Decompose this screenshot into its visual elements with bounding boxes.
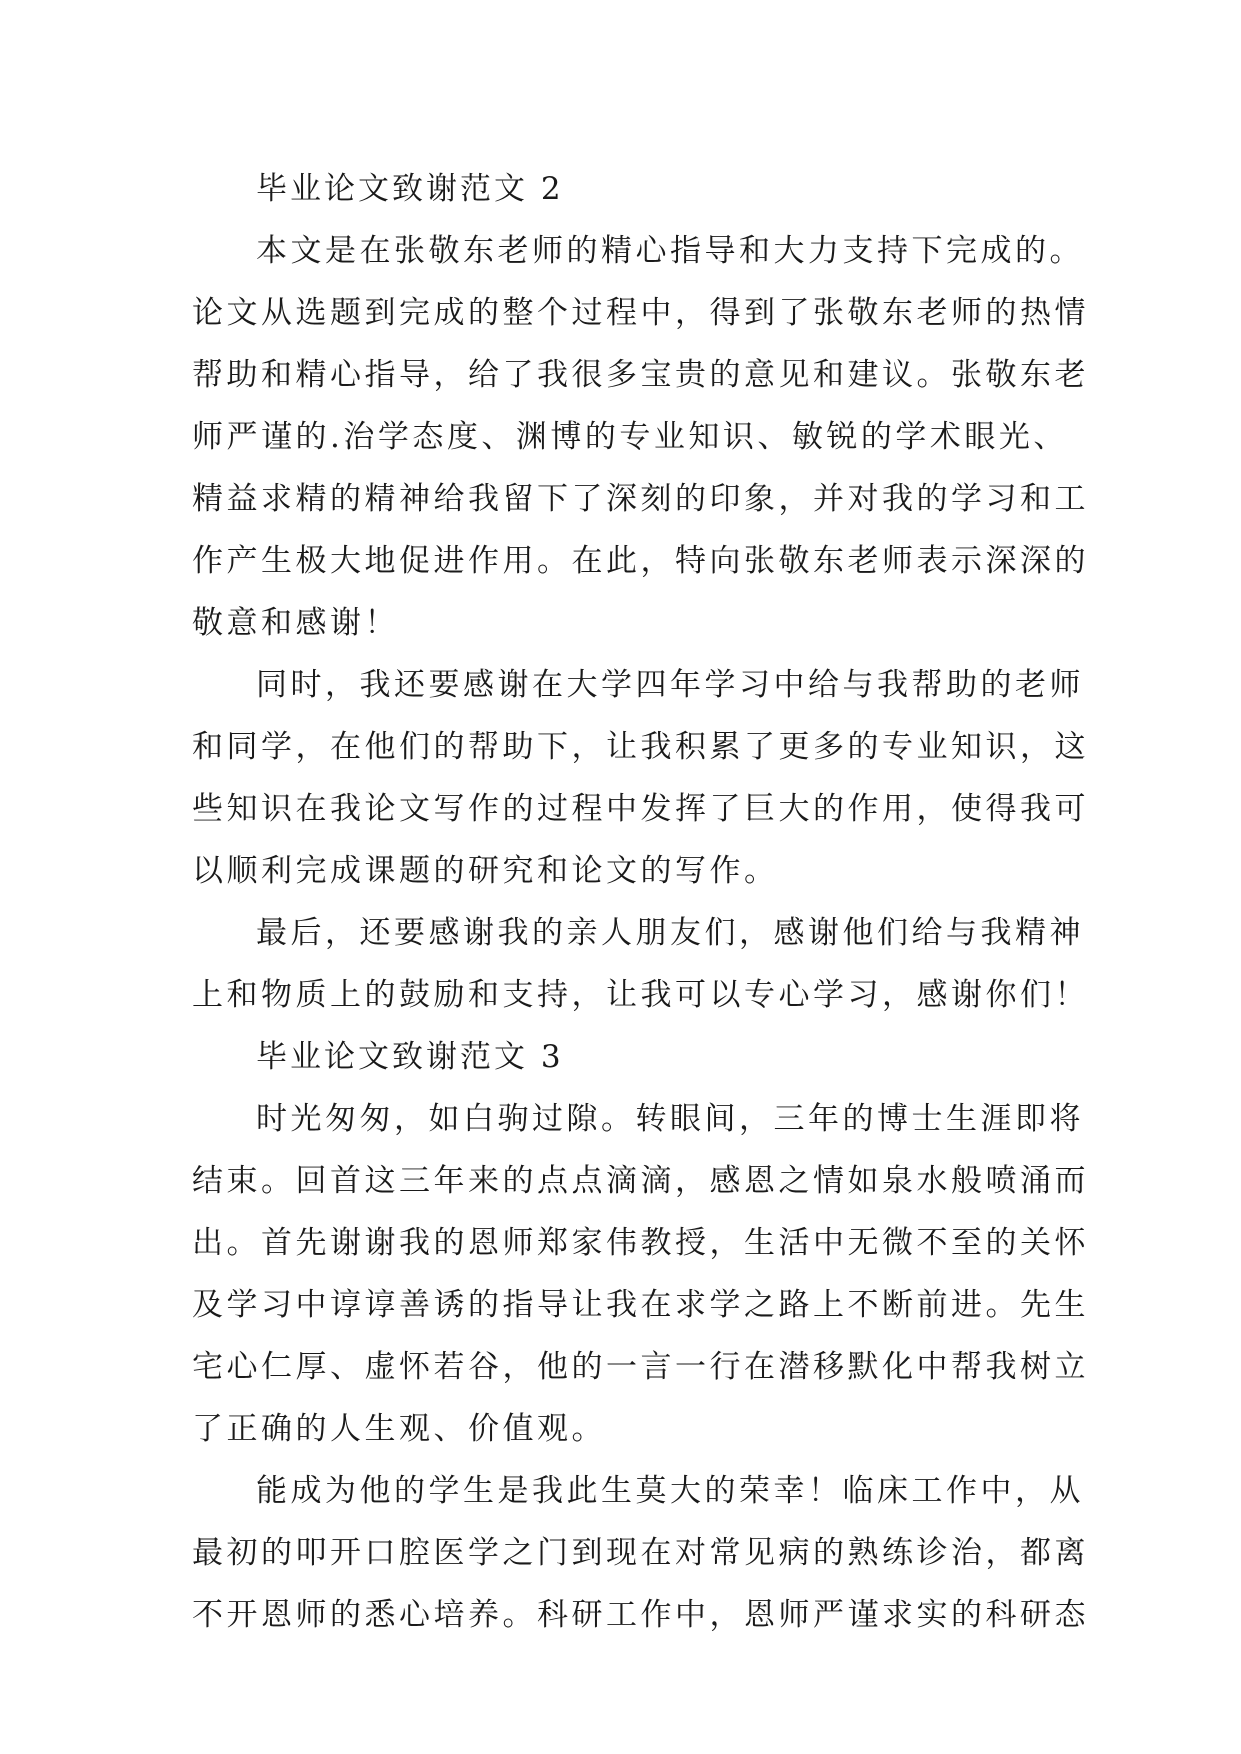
paragraph-line: 作产生极大地促进作用。在此，特向张敬东老师表示深深的 bbox=[192, 543, 1089, 579]
paragraph-line: 结束。回首这三年来的点点滴滴，感恩之情如泉水般喷涌而 bbox=[192, 1163, 1089, 1199]
paragraph-line: 上和物质上的鼓励和支持，让我可以专心学习，感谢你们！ bbox=[192, 977, 1089, 1013]
paragraph-line: 精益求精的精神给我留下了深刻的印象，并对我的学习和工 bbox=[192, 481, 1089, 517]
paragraph-line: 和同学，在他们的帮助下，让我积累了更多的专业知识，这 bbox=[192, 729, 1089, 765]
paragraph bbox=[192, 654, 1089, 902]
section-heading: 毕业论文致谢范文 2 bbox=[256, 171, 564, 207]
paragraph-line: 敬意和感谢！ bbox=[192, 605, 399, 641]
paragraph-line: 本文是在张敬东老师的精心指导和大力支持下完成的。 bbox=[256, 233, 1084, 269]
section-heading: 毕业论文致谢范文 3 bbox=[256, 1039, 564, 1075]
document-body bbox=[192, 158, 1089, 1646]
paragraph-line: 及学习中谆谆善诱的指导让我在求学之路上不断前进。先生 bbox=[192, 1287, 1089, 1323]
paragraph-line: 师严谨的.治学态度、渊博的专业知识、敏锐的学术眼光、 bbox=[192, 419, 1068, 455]
paragraph-line: 了正确的人生观、价值观。 bbox=[192, 1411, 606, 1447]
paragraph bbox=[192, 1088, 1089, 1460]
paragraph-line: 最后，还要感谢我的亲人朋友们，感谢他们给与我精神 bbox=[256, 915, 1084, 951]
paragraph bbox=[192, 220, 1089, 654]
paragraph-line: 帮助和精心指导，给了我很多宝贵的意见和建议。张敬东老 bbox=[192, 357, 1089, 393]
paragraph-line: 以顺利完成课题的研究和论文的写作。 bbox=[192, 853, 779, 889]
paragraph bbox=[192, 1460, 1089, 1646]
paragraph-line: 论文从选题到完成的整个过程中，得到了张敬东老师的热情 bbox=[192, 295, 1089, 331]
paragraph bbox=[192, 902, 1089, 1026]
paragraph-line: 出。首先谢谢我的恩师郑家伟教授，生活中无微不至的关怀 bbox=[192, 1225, 1089, 1261]
paragraph-line: 时光匆匆，如白驹过隙。转眼间，三年的博士生涯即将 bbox=[256, 1101, 1084, 1137]
paragraph-line: 最初的叩开口腔医学之门到现在对常见病的熟练诊治，都离 bbox=[192, 1535, 1089, 1571]
paragraph-line: 能成为他的学生是我此生莫大的荣幸！临床工作中，从 bbox=[256, 1473, 1084, 1509]
paragraph-line: 宅心仁厚、虚怀若谷，他的一言一行在潜移默化中帮我树立 bbox=[192, 1349, 1089, 1385]
paragraph-line: 同时，我还要感谢在大学四年学习中给与我帮助的老师 bbox=[256, 667, 1084, 703]
paragraph-line: 不开恩师的悉心培养。科研工作中，恩师严谨求实的科研态 bbox=[192, 1597, 1089, 1633]
paragraph-line: 些知识在我论文写作的过程中发挥了巨大的作用，使得我可 bbox=[192, 791, 1089, 827]
